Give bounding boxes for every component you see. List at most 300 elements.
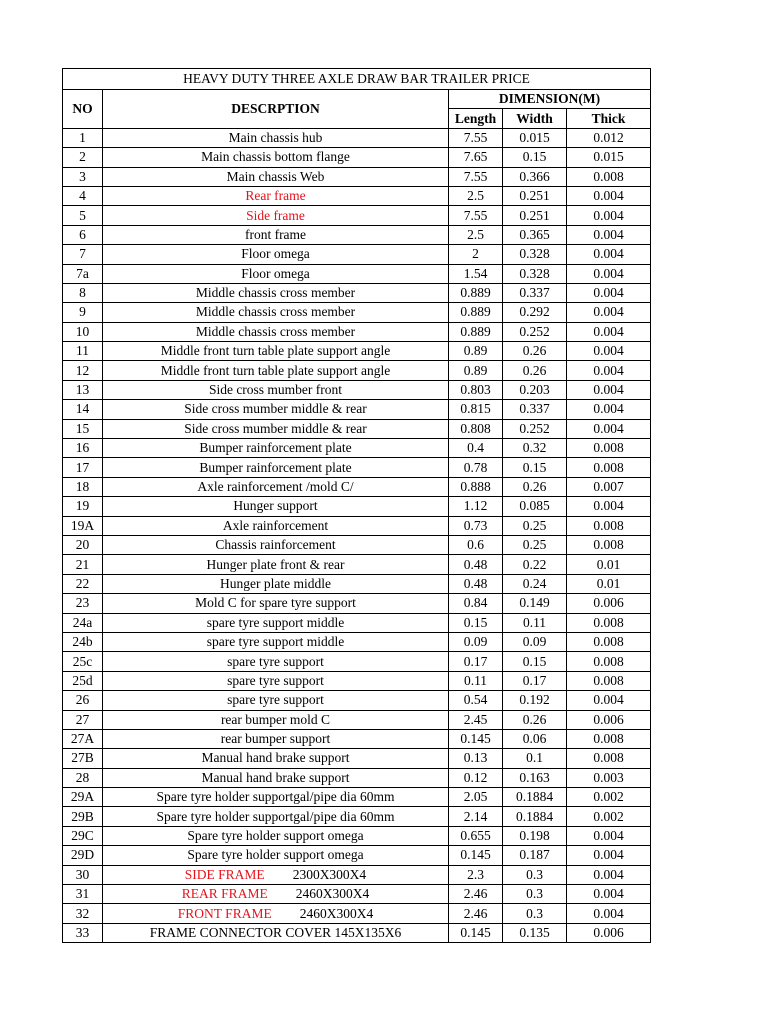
cell-no: 10 — [63, 322, 103, 341]
cell-length: 2.5 — [449, 186, 503, 205]
cell-width: 0.192 — [503, 691, 567, 710]
table-row — [63, 923, 651, 942]
cell-thick: 0.006 — [567, 594, 651, 613]
table-row — [63, 710, 651, 729]
cell-description — [103, 729, 449, 748]
cell-thick: 0.008 — [567, 613, 651, 632]
table-row — [63, 322, 651, 341]
cell-description — [103, 497, 449, 516]
cell-description — [103, 555, 449, 574]
cell-description — [103, 477, 449, 496]
cell-thick: 0.008 — [567, 535, 651, 554]
cell-length: 0.54 — [449, 691, 503, 710]
table-row — [63, 594, 651, 613]
cell-description — [103, 516, 449, 535]
cell-thick: 0.004 — [567, 904, 651, 923]
cell-no: 19A — [63, 516, 103, 535]
cell-thick: 0.004 — [567, 846, 651, 865]
cell-thick: 0.008 — [567, 749, 651, 768]
cell-width: 0.25 — [503, 535, 567, 554]
table-row — [63, 749, 651, 768]
cell-description — [103, 691, 449, 710]
table-row — [63, 225, 651, 244]
cell-thick: 0.004 — [567, 691, 651, 710]
table-row — [63, 206, 651, 225]
table-body — [63, 128, 651, 942]
table-row — [63, 419, 651, 438]
description-spec: 2460X300X4 — [299, 905, 374, 921]
table-row — [63, 283, 651, 302]
cell-length: 7.65 — [449, 148, 503, 167]
cell-length: 2.45 — [449, 710, 503, 729]
cell-width: 0.252 — [503, 322, 567, 341]
cell-description — [103, 885, 449, 904]
cell-no: 32 — [63, 904, 103, 923]
description-text: Chassis rainforcement — [215, 537, 336, 553]
cell-no: 2 — [63, 148, 103, 167]
table-row — [63, 148, 651, 167]
description-text: Rear frame — [245, 188, 306, 204]
cell-description — [103, 865, 449, 884]
cell-thick: 0.008 — [567, 632, 651, 651]
description-text: Side cross mumber middle & rear — [184, 401, 367, 417]
cell-thick: 0.004 — [567, 885, 651, 904]
description-text: SIDE FRAME — [184, 866, 265, 882]
cell-thick: 0.004 — [567, 245, 651, 264]
cell-width: 0.1884 — [503, 807, 567, 826]
description-text: rear bumper mold C — [220, 711, 331, 727]
table-row — [63, 613, 651, 632]
description-text: Floor omega — [241, 246, 310, 262]
cell-description — [103, 167, 449, 186]
cell-description — [103, 186, 449, 205]
cell-thick: 0.004 — [567, 206, 651, 225]
description-text: spare tyre support middle — [206, 614, 345, 630]
cell-length: 0.815 — [449, 400, 503, 419]
cell-width: 0.15 — [503, 652, 567, 671]
cell-thick: 0.002 — [567, 788, 651, 807]
cell-length: 0.89 — [449, 342, 503, 361]
description-text: REAR FRAME — [181, 886, 268, 902]
description-text: spare tyre support middle — [206, 634, 345, 650]
cell-width: 0.337 — [503, 400, 567, 419]
cell-no: 33 — [63, 923, 103, 942]
cell-no: 25c — [63, 652, 103, 671]
cell-thick: 0.003 — [567, 768, 651, 787]
table-row — [63, 574, 651, 593]
cell-width: 0.149 — [503, 594, 567, 613]
cell-width: 0.163 — [503, 768, 567, 787]
cell-no: 1 — [63, 128, 103, 147]
cell-length: 0.145 — [449, 923, 503, 942]
cell-no: 14 — [63, 400, 103, 419]
cell-no: 7 — [63, 245, 103, 264]
cell-no: 25d — [63, 671, 103, 690]
cell-description — [103, 535, 449, 554]
cell-width: 0.26 — [503, 477, 567, 496]
cell-description — [103, 671, 449, 690]
cell-thick: 0.008 — [567, 458, 651, 477]
cell-length: 7.55 — [449, 206, 503, 225]
cell-thick: 0.002 — [567, 807, 651, 826]
cell-no: 23 — [63, 594, 103, 613]
cell-width: 0.3 — [503, 904, 567, 923]
table-row — [63, 361, 651, 380]
cell-width: 0.365 — [503, 225, 567, 244]
cell-description — [103, 594, 449, 613]
description-text: Hunger support — [233, 498, 318, 514]
cell-length: 2.05 — [449, 788, 503, 807]
cell-thick: 0.012 — [567, 128, 651, 147]
description-text: Floor omega — [241, 265, 310, 281]
header-thick: Thick — [567, 109, 651, 128]
cell-description — [103, 148, 449, 167]
cell-length: 0.48 — [449, 574, 503, 593]
cell-description — [103, 846, 449, 865]
cell-width: 0.085 — [503, 497, 567, 516]
cell-length: 7.55 — [449, 128, 503, 147]
cell-description — [103, 807, 449, 826]
table-row — [63, 439, 651, 458]
cell-width: 0.06 — [503, 729, 567, 748]
table-row — [63, 167, 651, 186]
cell-no: 15 — [63, 419, 103, 438]
description-text: Bumper rainforcement plate — [199, 440, 352, 456]
cell-no: 13 — [63, 380, 103, 399]
description-text: Middle front turn table plate support angle — [160, 343, 391, 359]
cell-thick: 0.008 — [567, 729, 651, 748]
description-text: Side cross mumber front — [208, 382, 343, 398]
cell-description — [103, 613, 449, 632]
table-row — [63, 264, 651, 283]
cell-no: 17 — [63, 458, 103, 477]
cell-description — [103, 419, 449, 438]
table-row — [63, 865, 651, 884]
description-spec: 2460X300X4 — [295, 886, 370, 902]
cell-description — [103, 749, 449, 768]
cell-description — [103, 904, 449, 923]
cell-length: 0.11 — [449, 671, 503, 690]
cell-width: 0.337 — [503, 283, 567, 302]
cell-no: 20 — [63, 535, 103, 554]
cell-description — [103, 361, 449, 380]
cell-thick: 0.004 — [567, 400, 651, 419]
cell-length: 0.84 — [449, 594, 503, 613]
cell-length: 0.655 — [449, 826, 503, 845]
description-text: Middle front turn table plate support angle — [160, 362, 391, 378]
cell-thick: 0.01 — [567, 574, 651, 593]
cell-width: 0.15 — [503, 148, 567, 167]
cell-length: 0.145 — [449, 729, 503, 748]
cell-thick: 0.004 — [567, 419, 651, 438]
description-text: FRONT FRAME — [177, 905, 272, 921]
cell-no: 24a — [63, 613, 103, 632]
cell-description — [103, 768, 449, 787]
description-text: Axle rainforcement — [222, 517, 329, 533]
cell-width: 0.26 — [503, 361, 567, 380]
cell-no: 7a — [63, 264, 103, 283]
description-spec: 2300X300X4 — [292, 866, 367, 882]
description-text: Middle chassis cross member — [195, 285, 356, 301]
cell-length: 0.73 — [449, 516, 503, 535]
cell-thick: 0.006 — [567, 923, 651, 942]
table-row — [63, 555, 651, 574]
price-table — [62, 68, 651, 943]
cell-width: 0.09 — [503, 632, 567, 651]
cell-length: 2.46 — [449, 904, 503, 923]
table-row — [63, 477, 651, 496]
cell-no: 3 — [63, 167, 103, 186]
cell-description — [103, 303, 449, 322]
table-row — [63, 807, 651, 826]
cell-thick: 0.01 — [567, 555, 651, 574]
cell-width: 0.22 — [503, 555, 567, 574]
cell-length: 0.889 — [449, 303, 503, 322]
cell-description — [103, 458, 449, 477]
cell-no: 16 — [63, 439, 103, 458]
cell-description — [103, 439, 449, 458]
description-text: Middle chassis cross member — [195, 304, 356, 320]
cell-thick: 0.006 — [567, 710, 651, 729]
cell-length: 0.12 — [449, 768, 503, 787]
cell-width: 0.203 — [503, 380, 567, 399]
cell-description — [103, 400, 449, 419]
table-row — [63, 186, 651, 205]
cell-thick: 0.004 — [567, 303, 651, 322]
cell-length: 0.889 — [449, 283, 503, 302]
cell-description — [103, 225, 449, 244]
cell-width: 0.11 — [503, 613, 567, 632]
description-text: Mold C for spare tyre support — [195, 595, 356, 611]
description-text: Spare tyre holder supportgal/pipe dia 60mm — [156, 789, 395, 805]
cell-length: 0.13 — [449, 749, 503, 768]
description-text: spare tyre support — [227, 653, 324, 669]
cell-thick: 0.004 — [567, 225, 651, 244]
cell-thick: 0.004 — [567, 264, 651, 283]
table-row — [63, 516, 651, 535]
cell-thick: 0.008 — [567, 516, 651, 535]
cell-length: 7.55 — [449, 167, 503, 186]
cell-length: 1.54 — [449, 264, 503, 283]
cell-width: 0.3 — [503, 885, 567, 904]
cell-width: 0.1 — [503, 749, 567, 768]
header-description: DESCRPTION — [103, 90, 449, 129]
cell-no: 30 — [63, 865, 103, 884]
cell-no: 11 — [63, 342, 103, 361]
table-row — [63, 826, 651, 845]
description-text: FRAME CONNECTOR COVER 145X135X6 — [149, 924, 402, 940]
cell-length: 0.803 — [449, 380, 503, 399]
description-text: Bumper rainforcement plate — [199, 459, 352, 475]
cell-description — [103, 632, 449, 651]
cell-description — [103, 342, 449, 361]
cell-thick: 0.008 — [567, 167, 651, 186]
cell-thick: 0.004 — [567, 497, 651, 516]
table-row — [63, 380, 651, 399]
table-row — [63, 904, 651, 923]
description-text: front frame — [244, 226, 307, 242]
cell-description — [103, 322, 449, 341]
cell-thick: 0.004 — [567, 865, 651, 884]
cell-no: 29D — [63, 846, 103, 865]
cell-description — [103, 710, 449, 729]
cell-length: 0.4 — [449, 439, 503, 458]
description-text: Side cross mumber middle & rear — [184, 420, 367, 436]
cell-thick: 0.004 — [567, 186, 651, 205]
cell-no: 9 — [63, 303, 103, 322]
cell-length: 0.145 — [449, 846, 503, 865]
cell-length: 0.15 — [449, 613, 503, 632]
cell-description — [103, 788, 449, 807]
cell-no: 24b — [63, 632, 103, 651]
description-text: Side frame — [246, 207, 305, 223]
cell-width: 0.328 — [503, 245, 567, 264]
cell-width: 0.252 — [503, 419, 567, 438]
cell-thick: 0.004 — [567, 361, 651, 380]
cell-width: 0.15 — [503, 458, 567, 477]
cell-width: 0.3 — [503, 865, 567, 884]
table-title: HEAVY DUTY THREE AXLE DRAW BAR TRAILER PRICE — [63, 69, 651, 90]
description-text: spare tyre support — [227, 672, 324, 688]
cell-length: 0.808 — [449, 419, 503, 438]
cell-no: 27A — [63, 729, 103, 748]
cell-no: 4 — [63, 186, 103, 205]
cell-width: 0.251 — [503, 206, 567, 225]
cell-width: 0.26 — [503, 342, 567, 361]
cell-no: 5 — [63, 206, 103, 225]
cell-width: 0.366 — [503, 167, 567, 186]
cell-thick: 0.004 — [567, 322, 651, 341]
header-width: Width — [503, 109, 567, 128]
cell-no: 8 — [63, 283, 103, 302]
table-row — [63, 632, 651, 651]
cell-length: 0.48 — [449, 555, 503, 574]
cell-width: 0.251 — [503, 186, 567, 205]
description-text: Manual hand brake support — [201, 750, 350, 766]
cell-thick: 0.008 — [567, 671, 651, 690]
cell-length: 0.6 — [449, 535, 503, 554]
cell-width: 0.24 — [503, 574, 567, 593]
cell-length: 0.17 — [449, 652, 503, 671]
table-row — [63, 729, 651, 748]
table-row — [63, 303, 651, 322]
table-row — [63, 535, 651, 554]
table-row — [63, 497, 651, 516]
cell-description — [103, 245, 449, 264]
cell-no: 6 — [63, 225, 103, 244]
cell-thick: 0.004 — [567, 826, 651, 845]
cell-no: 19 — [63, 497, 103, 516]
cell-no: 26 — [63, 691, 103, 710]
cell-no: 27 — [63, 710, 103, 729]
cell-thick: 0.015 — [567, 148, 651, 167]
cell-length: 0.09 — [449, 632, 503, 651]
cell-width: 0.1884 — [503, 788, 567, 807]
cell-no: 22 — [63, 574, 103, 593]
table-row — [63, 128, 651, 147]
table-row — [63, 691, 651, 710]
cell-no: 29B — [63, 807, 103, 826]
table-row — [63, 400, 651, 419]
table-row — [63, 768, 651, 787]
cell-length: 2.3 — [449, 865, 503, 884]
cell-length: 0.78 — [449, 458, 503, 477]
cell-length: 0.888 — [449, 477, 503, 496]
cell-width: 0.135 — [503, 923, 567, 942]
cell-no: 12 — [63, 361, 103, 380]
cell-description — [103, 652, 449, 671]
cell-length: 0.89 — [449, 361, 503, 380]
description-text: rear bumper support — [220, 731, 331, 747]
table-row — [63, 245, 651, 264]
cell-thick: 0.008 — [567, 439, 651, 458]
cell-length: 2.14 — [449, 807, 503, 826]
description-text: Manual hand brake support — [201, 769, 350, 785]
description-text: Main chassis bottom flange — [201, 149, 350, 165]
table-row — [63, 652, 651, 671]
table-row — [63, 342, 651, 361]
cell-thick: 0.008 — [567, 652, 651, 671]
cell-length: 1.12 — [449, 497, 503, 516]
cell-width: 0.292 — [503, 303, 567, 322]
cell-width: 0.17 — [503, 671, 567, 690]
cell-width: 0.26 — [503, 710, 567, 729]
cell-description — [103, 380, 449, 399]
table-row — [63, 846, 651, 865]
table-row — [63, 788, 651, 807]
cell-no: 28 — [63, 768, 103, 787]
description-text: Axle rainforcement /mold C/ — [197, 479, 354, 494]
cell-description — [103, 128, 449, 147]
cell-thick: 0.004 — [567, 380, 651, 399]
cell-no: 21 — [63, 555, 103, 574]
cell-width: 0.015 — [503, 128, 567, 147]
description-text: Hunger plate middle — [220, 575, 331, 591]
description-text: Middle chassis cross member — [195, 323, 356, 339]
cell-description — [103, 574, 449, 593]
cell-thick: 0.007 — [567, 477, 651, 496]
description-text: Spare tyre holder support omega — [187, 847, 364, 863]
cell-thick: 0.004 — [567, 342, 651, 361]
cell-no: 29C — [63, 826, 103, 845]
table-row — [63, 458, 651, 477]
cell-length: 0.889 — [449, 322, 503, 341]
table-row — [63, 671, 651, 690]
cell-description — [103, 264, 449, 283]
cell-width: 0.198 — [503, 826, 567, 845]
cell-thick: 0.004 — [567, 283, 651, 302]
cell-description — [103, 826, 449, 845]
cell-no: 18 — [63, 477, 103, 496]
header-length: Length — [449, 109, 503, 128]
cell-no: 29A — [63, 788, 103, 807]
cell-width: 0.32 — [503, 439, 567, 458]
description-text: Main chassis Web — [226, 168, 325, 184]
cell-length: 2.46 — [449, 885, 503, 904]
cell-length: 2.5 — [449, 225, 503, 244]
cell-no: 31 — [63, 885, 103, 904]
description-text: Spare tyre holder supportgal/pipe dia 60mm — [156, 808, 395, 824]
description-text: spare tyre support — [227, 692, 324, 708]
cell-width: 0.328 — [503, 264, 567, 283]
table-row — [63, 885, 651, 904]
cell-no: 27B — [63, 749, 103, 768]
cell-description — [103, 206, 449, 225]
cell-length: 2 — [449, 245, 503, 264]
header-no: NO — [63, 90, 103, 129]
header-dimension: DIMENSION(M) — [449, 90, 651, 109]
cell-width: 0.187 — [503, 846, 567, 865]
